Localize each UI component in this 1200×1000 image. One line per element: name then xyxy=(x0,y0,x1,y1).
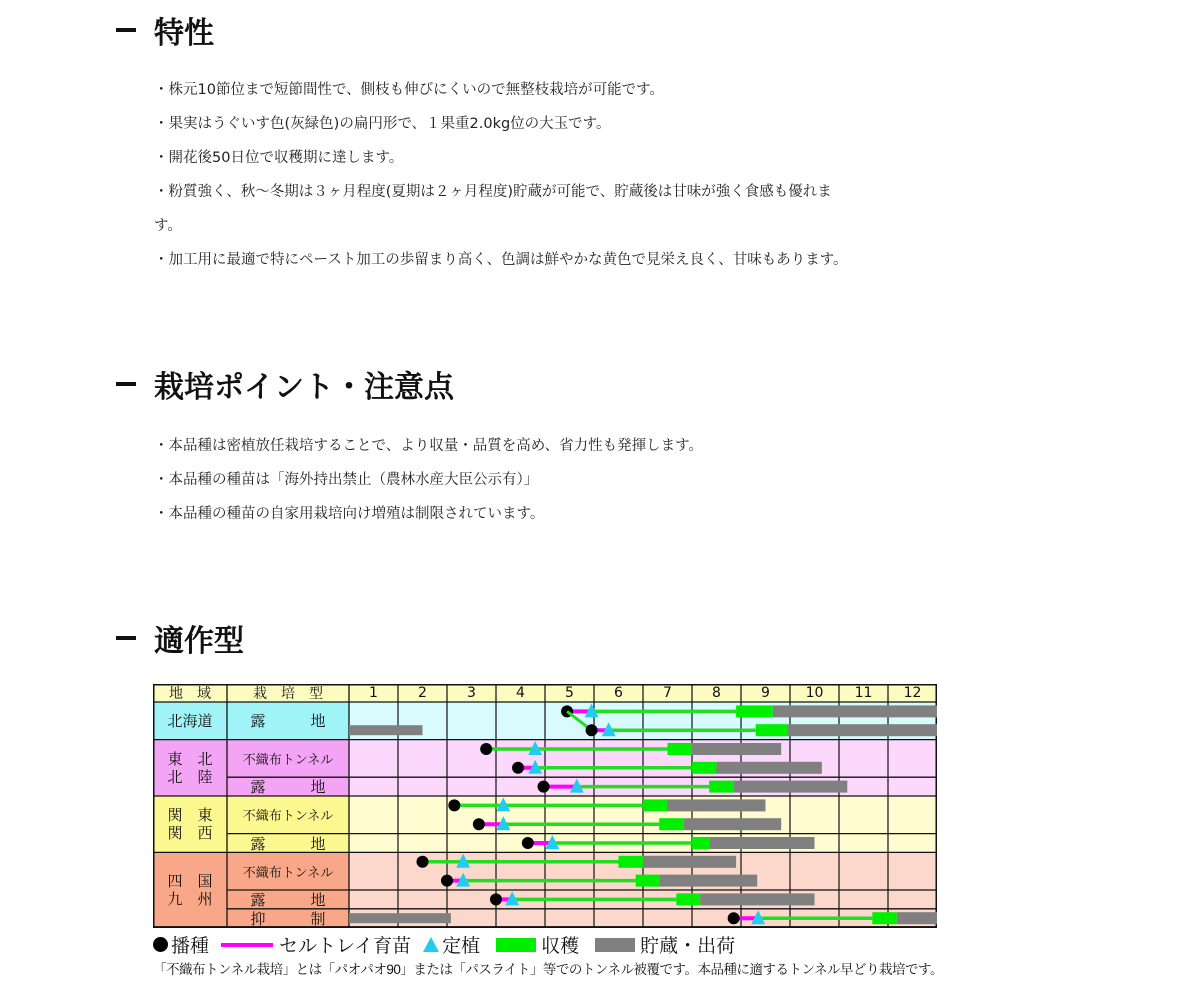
sowing-dot-icon xyxy=(538,781,550,793)
storage-bar xyxy=(773,705,937,717)
cropping-type-label: 不織布トンネル xyxy=(227,740,349,778)
storage-bar xyxy=(643,856,736,868)
sowing-dot-icon xyxy=(448,799,460,811)
sowing-dot-icon xyxy=(441,875,453,887)
header-month-6: 6 xyxy=(594,684,643,702)
harvest-bar xyxy=(676,893,700,905)
list-item: す。 xyxy=(154,218,182,234)
list-item: ・本品種の種苗は「海外持出禁止（農林水産大臣公示有）」 xyxy=(154,472,539,488)
header-month-9: 9 xyxy=(741,684,790,702)
region-label: 関 東 関 西 xyxy=(153,796,227,852)
dash-icon xyxy=(116,382,136,386)
characteristics-list xyxy=(154,73,848,277)
cropping-type-label: 露 地 xyxy=(227,777,349,796)
list-item: ・株元10節位まで短節間性で、側枝も伸びにくいので無整枝栽培が可能です。 xyxy=(154,82,664,98)
header-month-12: 12 xyxy=(888,684,937,702)
chart-graphics xyxy=(153,684,937,928)
harvest-bar xyxy=(692,837,709,849)
storage-bar xyxy=(709,837,814,849)
harvest-bar xyxy=(643,799,668,811)
sowing-dot-icon xyxy=(480,743,492,755)
cropping-type-label: 不織布トンネル xyxy=(227,852,349,890)
list-item: ・本品種の種苗の自家用栽培向け増殖は制限されています。 xyxy=(154,506,545,522)
header-month-3: 3 xyxy=(447,684,496,702)
harvest-bar xyxy=(668,743,693,755)
legend-item-storage: 貯蔵・出荷 xyxy=(587,931,735,958)
cropping-type-label: 抑 制 xyxy=(227,909,349,928)
section-title-cultivation-points xyxy=(116,362,454,406)
sowing-dot-icon xyxy=(522,837,534,849)
cultivation-points-list xyxy=(154,429,703,531)
storage-bar xyxy=(684,818,782,830)
cell-tray-line-icon xyxy=(221,943,273,947)
harvest-bar xyxy=(872,912,897,924)
list-item: ・本品種は密植放任栽培することで、より収量・品質を高め、省力性も発揮します。 xyxy=(154,438,703,454)
region-label: 四 国 九 州 xyxy=(153,852,227,927)
harvest-bar xyxy=(619,856,644,868)
header-month-5: 5 xyxy=(545,684,594,702)
list-item: ・粉質強く、秋～冬期は３ヶ月程度(夏期は２ヶ月程度)貯蔵が可能で、貯蔵後は甘味が強く食感も優れま xyxy=(154,184,832,200)
sowing-dot-icon xyxy=(728,912,740,924)
harvest-bar xyxy=(636,875,660,887)
legend-item-cell-tray: セルトレイ育苗 xyxy=(217,931,411,958)
section-title-cropping-type xyxy=(116,616,244,660)
cropping-calendar-chart xyxy=(153,684,937,928)
storage-bar xyxy=(700,893,814,905)
list-item: ・開花後50日位で収穫期に達します。 xyxy=(154,150,404,166)
legend-item-sowing: 播種 xyxy=(153,931,209,958)
harvest-bar xyxy=(756,724,788,736)
region-label: 東 北 北 陸 xyxy=(153,740,227,796)
sowing-dot-icon xyxy=(417,856,429,868)
storage-bar xyxy=(734,781,848,793)
storage-bar xyxy=(897,912,937,924)
storage-bar xyxy=(717,762,822,774)
header-month-10: 10 xyxy=(790,684,839,702)
harvest-bar xyxy=(692,762,717,774)
section-title-text: 適作型 xyxy=(154,624,244,659)
storage-bar xyxy=(668,799,766,811)
header-region: 地 域 xyxy=(153,684,227,702)
header-month-7: 7 xyxy=(643,684,692,702)
dash-icon xyxy=(116,636,136,640)
legend-item-planting: 定植 xyxy=(419,931,480,958)
header-month-11: 11 xyxy=(839,684,888,702)
harvest-bar xyxy=(659,818,684,830)
chart-legend xyxy=(153,931,743,958)
storage-bar xyxy=(659,875,757,887)
section-title-characteristics xyxy=(116,8,214,52)
sowing-dot-icon xyxy=(153,937,168,952)
cropping-type-label: 露 地 xyxy=(227,834,349,853)
harvest-bar xyxy=(736,705,773,717)
sowing-dot-icon xyxy=(473,818,485,830)
storage-bar-icon xyxy=(595,938,635,952)
header-month-1: 1 xyxy=(349,684,398,702)
cropping-type-label: 不織布トンネル xyxy=(227,796,349,834)
storage-bar xyxy=(349,913,451,923)
cropping-type-label: 露 地 xyxy=(227,702,349,740)
harvest-bar xyxy=(709,781,734,793)
legend-item-harvest: 収穫 xyxy=(488,931,579,958)
sowing-dot-icon xyxy=(586,724,598,736)
storage-bar xyxy=(692,743,781,755)
header-cropping-type: 栽 培 型 xyxy=(227,684,349,702)
region-label: 北海道 xyxy=(153,702,227,740)
storage-bar xyxy=(349,725,423,735)
chart-footnote: 「不織布トンネル栽培」とは「パオパオ90」または「パスライト」等でのトンネル被覆です。本品種に適するトンネル早どり栽培です。 xyxy=(153,962,943,977)
list-item: ・加工用に最適で特にペースト加工の歩留まり高く、色調は鮮やかな黄色で見栄え良く、甘味もあります。 xyxy=(154,252,848,268)
dash-icon xyxy=(116,28,136,32)
sowing-dot-icon xyxy=(512,762,524,774)
header-month-4: 4 xyxy=(496,684,545,702)
storage-bar xyxy=(788,724,937,736)
cropping-type-label: 露 地 xyxy=(227,890,349,909)
sowing-dot-icon xyxy=(490,893,502,905)
planting-triangle-icon xyxy=(423,937,439,952)
list-item: ・果実はうぐいす色(灰緑色)の扁円形で、１果重2.0kg位の大玉です。 xyxy=(154,116,611,132)
header-month-8: 8 xyxy=(692,684,741,702)
section-title-text: 特性 xyxy=(154,16,214,51)
section-title-text: 栽培ポイント・注意点 xyxy=(154,370,454,405)
harvest-bar-icon xyxy=(496,938,536,952)
header-month-2: 2 xyxy=(398,684,447,702)
